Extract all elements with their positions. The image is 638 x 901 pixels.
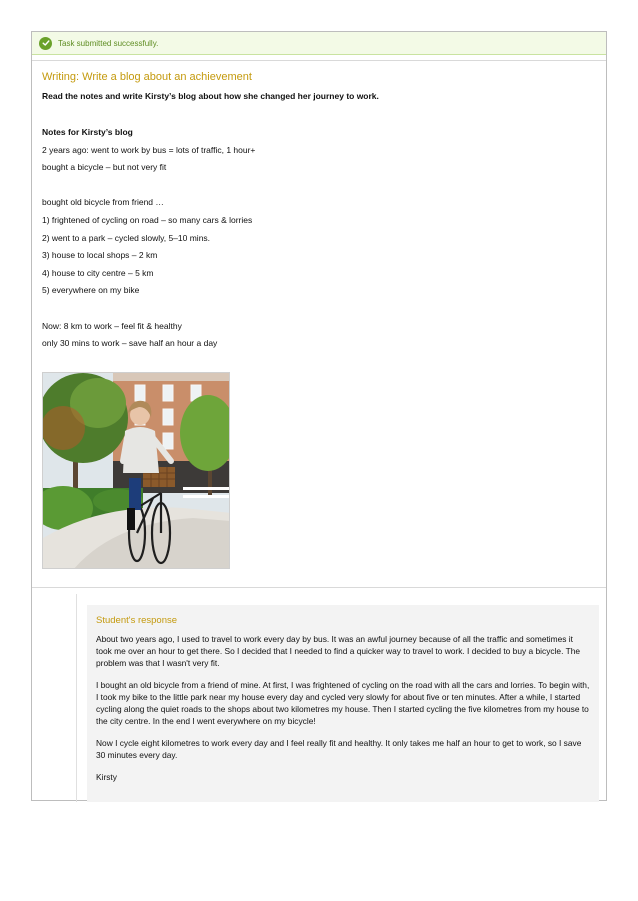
student-response [87, 605, 599, 802]
note-line: bought a bicycle – but not very fit [42, 162, 167, 173]
notes-section [42, 124, 582, 353]
task-panel [31, 31, 607, 801]
note-line: only 30 mins to work – save half an hour a day [42, 338, 218, 349]
woman-cycling-photo [42, 372, 230, 569]
note-line: 2) went to a park – cycled slowly, 5–10 mins. [42, 232, 211, 243]
note-line: Now: 8 km to work – feel fit & healthy [42, 320, 182, 331]
task-instructions: Read the notes and write Kirsty’s blog about how she changed her journey to work. [42, 91, 379, 101]
response-paragraph: Now I cycle eight kilometres to work every day and I feel really fit and healthy. It only takes me half an hour to get to work, so I save 30 minutes every day. [96, 738, 582, 760]
note-line: 5) everywhere on my bike [42, 285, 140, 296]
response-paragraph: I bought an old bicycle from a friend of mine. At first, I was frightened of cycling on the road with all the cars and lorries. To begin with, I took my bike to the little park near my house every day and cycled very slowly for about five or ten minutes. After a while, I started cycling along the quiet roads to the shops about two kilometres my house. Then I started cycling the five kilometres from my house to the city centre. In the end I went everywhere on my bicycle! [96, 680, 590, 726]
response-signature: Kirsty [96, 772, 117, 782]
divider [32, 60, 606, 61]
note-gap [42, 300, 582, 318]
note-line: 1) frightened of cycling on road – so many cars & lorries [42, 214, 253, 225]
success-banner [32, 32, 606, 55]
note-line: bought old bicycle from friend … [42, 197, 164, 208]
note-gap [42, 177, 582, 195]
notes-heading: Notes for Kirsty’s blog [42, 127, 133, 137]
success-message: Task submitted successfully. [58, 38, 159, 48]
response-indent-rule [76, 594, 77, 802]
divider [32, 587, 606, 588]
note-line: 2 years ago: went to work by bus = lots of traffic, 1 hour+ [42, 144, 256, 155]
note-line: 3) house to local shops – 2 km [42, 250, 158, 261]
check-circle-icon [39, 37, 52, 50]
note-line: 4) house to city centre – 5 km [42, 267, 154, 278]
task-title: Writing: Write a blog about an achievement [42, 71, 252, 83]
response-paragraph: About two years ago, I used to travel to work every day by bus. It was an awful journey because of all the traffic and sometimes it took me over an hour to get there. So I decided that I needed to find a quicker way to travel to work. I decided to buy a bicycle. The problem was that I wasn't very fit. [96, 634, 581, 668]
response-title: Student's response [96, 615, 178, 626]
